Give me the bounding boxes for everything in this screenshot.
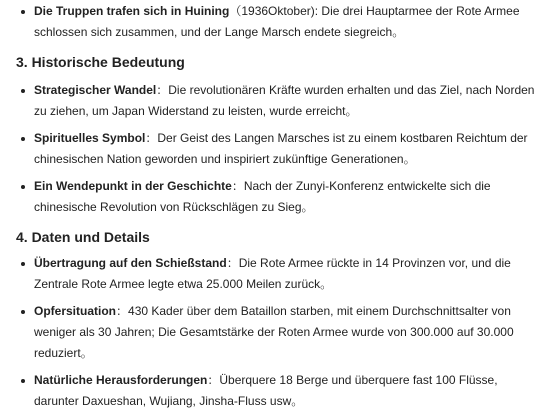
section3-bullet-list: [0, 80, 553, 218]
bullet-icon: [21, 137, 25, 141]
item-text: ：Die Rote Armee rückte in 14 Provinzen vor, und die Zentrale Rote Armee legte etwa 25.000 Meilen zurück。: [34, 256, 511, 291]
item-label: Opfersituation: [34, 304, 117, 318]
item-text: ：Überquere 18 Berge und überquere fast 100 Flüsse, darunter Daxueshan, Wujiang, Jinsha-Fluss usw。: [34, 373, 498, 408]
list-item: [0, 128, 553, 170]
item-text: ：Die revolutionären Kräfte wurden erhalten und das Ziel, nach Norden zu ziehen, um Japan Widerstand zu leisten, wurde erreicht。: [34, 83, 535, 118]
item-label: Die Truppen trafen sich in Huining: [34, 4, 230, 18]
item-label: Strategischer Wandel: [34, 83, 157, 97]
item-text: ：Der Geist des Langen Marsches ist zu einem kostbaren Reichtum der chinesischen Nation geworden und inspiriert zukünftige Generationen。: [34, 131, 528, 166]
list-item: [0, 80, 553, 122]
bullet-icon: [21, 185, 25, 189]
list-item: [0, 301, 553, 364]
intro-bullet-list: [0, 1, 553, 43]
section4-bullet-list: [0, 253, 553, 412]
item-label: Spirituelles Symbol: [34, 131, 146, 145]
item-label: Übertragung auf den Schießstand: [34, 256, 227, 270]
section-heading-historische-bedeutung: 3. Historische Bedeutung: [16, 54, 185, 70]
item-label: Ein Wendepunkt in der Geschichte: [34, 179, 232, 193]
bullet-icon: [21, 262, 25, 266]
item-label: Natürliche Herausforderungen: [34, 373, 208, 387]
bullet-icon: [21, 310, 25, 314]
section-heading-daten-und-details: 4. Daten und Details: [16, 229, 150, 245]
item-text: ：Nach der Zunyi-Konferenz entwickelte sich die chinesische Revolution von Rückschlägen zu Sieg。: [34, 179, 491, 214]
list-item: [0, 176, 553, 218]
list-item: [0, 370, 553, 412]
bullet-icon: [21, 89, 25, 93]
bullet-icon: [21, 10, 25, 14]
item-text: （1936Oktober): Die drei Hauptarmee der Rote Armee schlossen sich zusammen, und der Lange Marsch endete siegreich。: [34, 4, 520, 39]
bullet-icon: [21, 379, 25, 383]
list-item: [0, 1, 553, 43]
item-text: ：430 Kader über dem Bataillon starben, mit einem Durchschnittsalter von weniger als 30 Jahren; Die Gesamtstärke der Roten Armee wurde von 300.000 auf 30.000 reduziert。: [34, 304, 514, 360]
list-item: [0, 253, 553, 295]
